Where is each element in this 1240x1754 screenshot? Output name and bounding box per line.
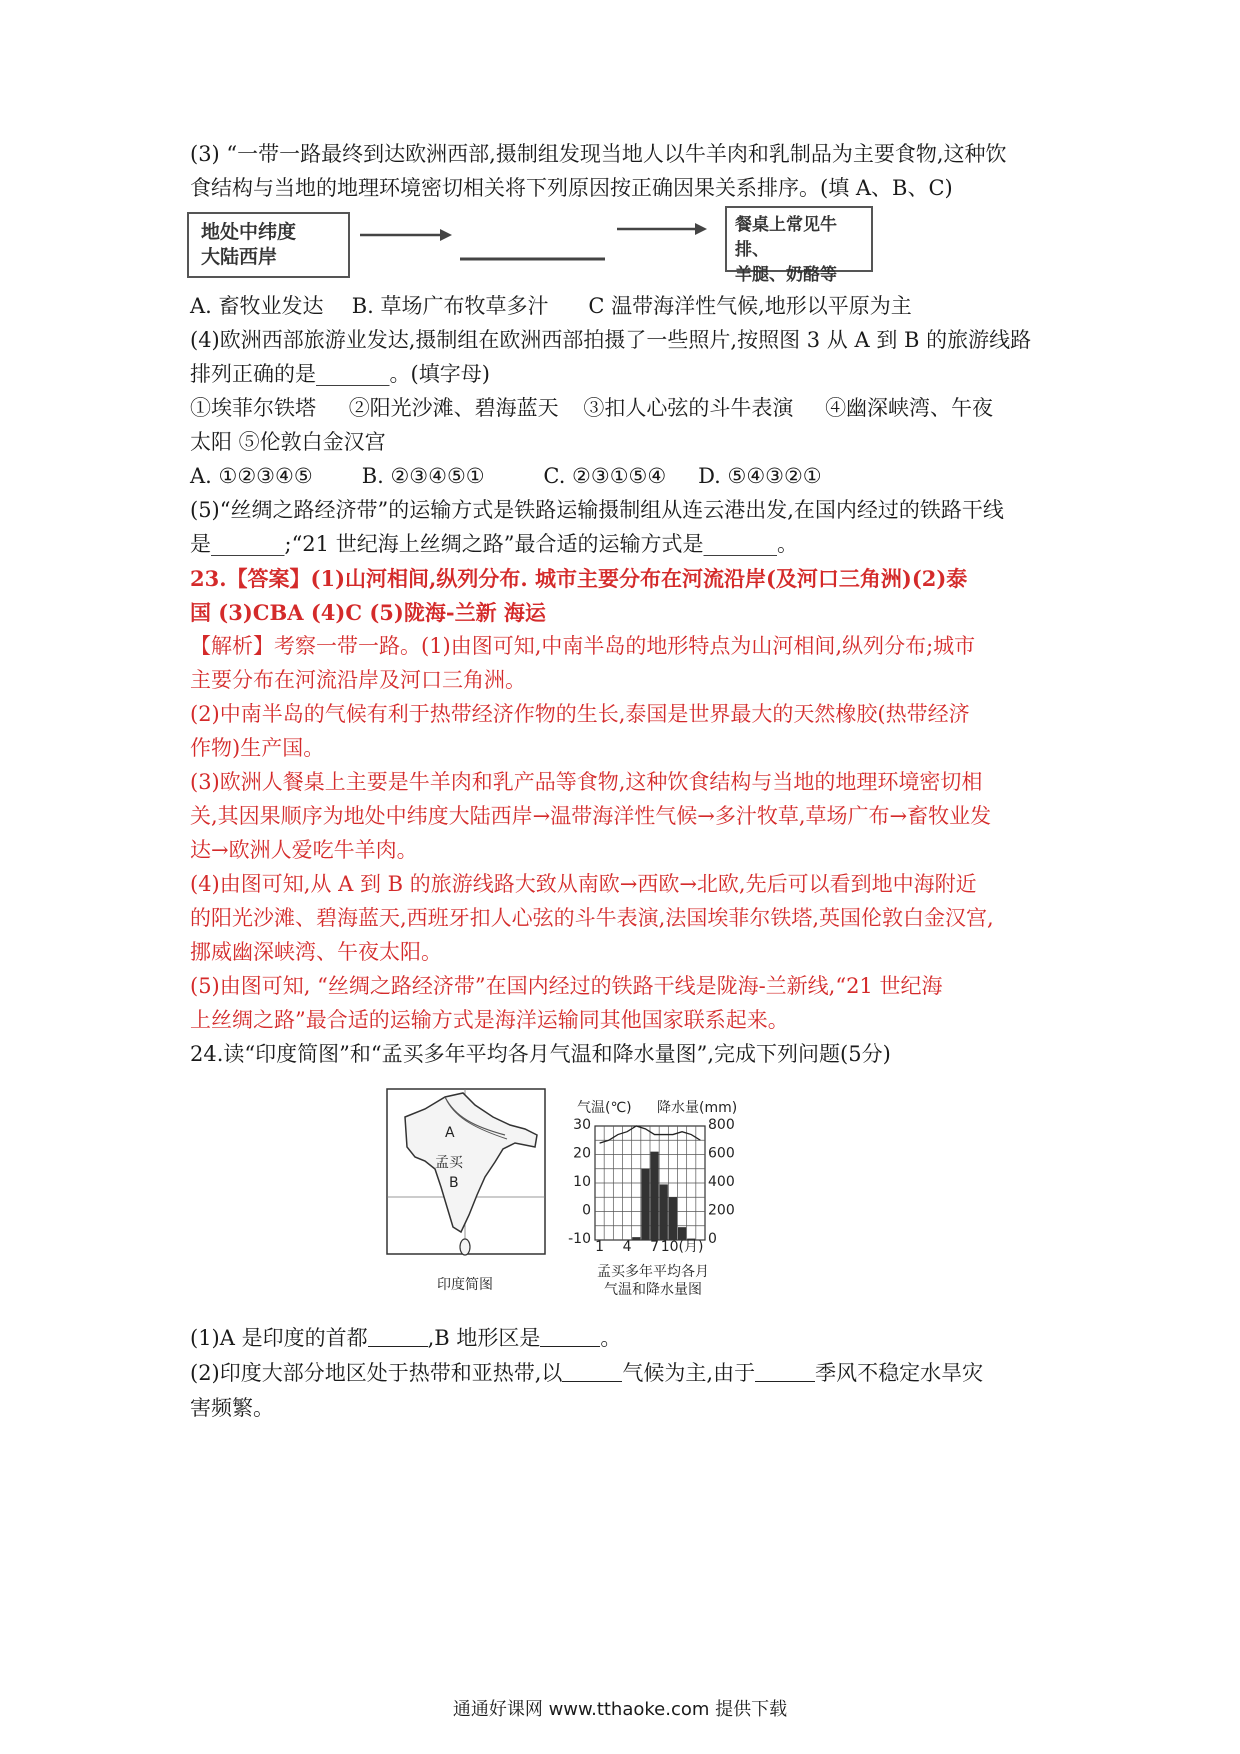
- chart-grid: [595, 1126, 705, 1240]
- q24-sub2-cont: 害频繁。: [190, 1396, 274, 1420]
- answer-blank-landform[interactable]: [540, 1324, 600, 1347]
- analysis-line5: (3)欧洲人餐桌上主要是牛羊肉和乳产品等食物,这种饮食结构与当地的地理环境密切相: [190, 770, 983, 794]
- analysis-line6: 关,其因果顺序为地处中纬度大陆西岸→温带海洋性气候→多汁牧草,草场广布→畜牧业发: [190, 804, 992, 828]
- choice-c: C. ②③①⑤④: [543, 464, 667, 488]
- flow-arrowhead-1: [440, 229, 452, 241]
- mumbai-climate-chart: [565, 1098, 740, 1308]
- flow-end-text-2: 羊腿、奶酪等: [735, 265, 837, 285]
- chart-left-tick: 10: [573, 1174, 591, 1190]
- chart-x-tick: 7: [650, 1239, 660, 1255]
- q24-sub2-text-a: (2)印度大部分地区处于热带和亚热带,以: [190, 1361, 563, 1385]
- q22-part5-line1: (5)“丝绸之路经济带”的运输方式是铁路运输摄制组从连云港出发,在国内经过的铁路干线: [190, 498, 1004, 522]
- q22-part4-line1: (4)欧洲西部旅游业发达,摄制组在欧洲西部拍摄了一些照片,按照图 3 从 A 到 B 的旅游线路: [190, 328, 1032, 352]
- chart-right-tick: 200: [708, 1202, 735, 1219]
- analysis-line2: 主要分布在河流沿岸及河口三角洲。: [190, 668, 526, 692]
- chart-left-axis-label: 气温(℃): [577, 1100, 632, 1116]
- map-label-b: B: [449, 1175, 459, 1191]
- q22-part4-line2: 排列正确的是_______。(填字母): [190, 362, 490, 386]
- flow-start-text-2: 大陆西岸: [201, 246, 278, 268]
- choice-a: A. ①②③④⑤: [190, 464, 313, 488]
- india-map-figure: [385, 1087, 550, 1299]
- q22-part3-options: [190, 288, 1060, 325]
- answer-blank-monsoon[interactable]: [755, 1359, 815, 1382]
- flow-start-box: [187, 212, 350, 278]
- choice-d: D. ⑤④③②①: [698, 464, 822, 488]
- answer-blank-climate[interactable]: [562, 1359, 622, 1382]
- option-c: C 温带海洋性气候,地形以平原为主: [588, 294, 912, 318]
- precip-bar: [641, 1169, 649, 1240]
- answer-blank-capital[interactable]: [368, 1324, 428, 1347]
- sri-lanka-outline: [460, 1239, 470, 1255]
- map-caption: 印度简图: [437, 1277, 493, 1293]
- chart-x-tick: 1: [595, 1239, 605, 1255]
- option-b: B. 草场广布牧草多汁: [351, 294, 549, 318]
- item-3: ③扣人心弦的斗牛表演: [583, 396, 794, 420]
- analysis-line11: (5)由图可知, “丝绸之路经济带”在国内经过的铁路干线是陇海-兰新线,“21 世纪海: [190, 974, 943, 998]
- flow-end-text-1: 餐桌上常见牛排、: [735, 215, 837, 260]
- map-label-a: A: [445, 1125, 455, 1141]
- q24-sub2: [190, 1355, 1060, 1392]
- analysis-line12: 上丝绸之路”最合适的运输方式是海洋运输同其他国家联系起来。: [190, 1008, 789, 1032]
- chart-left-tick: 30: [573, 1117, 591, 1133]
- answer23-line2: 国 (3)CBA (4)C (5)陇海-兰新 海运: [190, 600, 546, 625]
- chart-right-tick: 800: [708, 1117, 735, 1133]
- chart-caption-1: 孟买多年平均各月: [597, 1264, 709, 1280]
- analysis-line10: 挪威幽深峡湾、午夜太阳。: [190, 940, 442, 964]
- q22-part4-items-cont: 太阳 ⑤伦敦白金汉宫: [190, 430, 386, 454]
- flow-start-text-1: 地处中纬度: [201, 221, 297, 243]
- precip-bar: [651, 1152, 659, 1240]
- chart-caption-2: 气温和降水量图: [604, 1282, 702, 1298]
- q24-sub1: [190, 1320, 1060, 1357]
- q24-sub1-text-c: 。: [600, 1326, 622, 1350]
- q22-part3-line2: 食结构与当地的地理环境密切相关将下列原因按正确因果关系排序。(填 A、B、C): [190, 176, 953, 200]
- analysis-line4: 作物)生产国。: [190, 736, 325, 760]
- chart-right-tick: 600: [708, 1145, 735, 1162]
- analysis-line8: (4)由图可知,从 A 到 B 的旅游线路大致从南欧→西欧→北欧,先后可以看到地中海附近: [190, 872, 977, 896]
- item-2: ②阳光沙滩、碧海蓝天: [348, 396, 559, 420]
- analysis-line1: 【解析】考察一带一路。(1)由图可知,中南半岛的地形特点为山河相间,纵列分布;城市: [190, 634, 976, 658]
- chart-right-tick: 0: [708, 1231, 717, 1247]
- chart-right-axis-label: 降水量(mm): [657, 1100, 738, 1116]
- item-1: ①埃菲尔铁塔: [190, 396, 316, 420]
- chart-x-tick: 4: [622, 1239, 632, 1255]
- q22-part5-line2: 是_______;“21 世纪海上丝绸之路”最合适的运输方式是_______。: [190, 532, 798, 556]
- q22-part4-choices: [190, 458, 1060, 495]
- precip-bar: [660, 1184, 668, 1240]
- flow-arrowhead-2: [695, 223, 707, 235]
- option-a: A. 畜牧业发达: [190, 294, 324, 318]
- choice-b: B. ②③④⑤①: [361, 464, 485, 488]
- q24-sub1-text-a: (1)A 是印度的首都: [190, 1326, 368, 1350]
- flow-arrows: [355, 215, 725, 275]
- q22-part4-items: [190, 390, 1060, 427]
- chart-left-tick: -10: [568, 1231, 591, 1247]
- q24-sub1-text-b: ,B 地形区是: [427, 1326, 541, 1350]
- analysis-line7: 达→欧洲人爱吃牛羊肉。: [190, 838, 418, 862]
- q24-sub2-text-c: 季风不稳定水旱灾: [815, 1361, 984, 1385]
- answer23-line1: 23.【答案】(1)山河相间,纵列分布. 城市主要分布在河流沿岸(及河口三角洲)(2)泰: [190, 566, 968, 591]
- precip-bar: [632, 1237, 640, 1240]
- q24-title: 24.读“印度简图”和“孟买多年平均各月气温和降水量图”,完成下列问题(5分): [190, 1042, 891, 1066]
- q22-part3-line1: (3) “一带一路最终到达欧洲西部,摄制组发现当地人以牛羊肉和乳制品为主要食物,这种饮: [190, 142, 1007, 166]
- chart-x-tick: 10(月): [660, 1239, 704, 1255]
- chart-left-tick: 20: [573, 1145, 591, 1162]
- precip-bar: [669, 1197, 677, 1240]
- analysis-line9: 的阳光沙滩、碧海蓝天,西班牙扣人心弦的斗牛表演,法国埃菲尔铁塔,英国伦敦白金汉宫,: [190, 906, 994, 930]
- q24-sub2-text-b: 气候为主,由于: [622, 1361, 756, 1385]
- map-label-mumbai: 孟买: [435, 1155, 463, 1171]
- flow-end-box: [725, 206, 873, 285]
- chart-right-tick: 400: [708, 1174, 735, 1190]
- item-4: ④幽深峡湾、午夜: [825, 396, 994, 420]
- page-footer: 通通好课网 www.tthaoke.com 提供下载: [452, 1699, 788, 1720]
- chart-left-tick: 0: [582, 1202, 591, 1219]
- analysis-line3: (2)中南半岛的气候有利于热带经济作物的生长,泰国是世界最大的天然橡胶(热带经济: [190, 702, 970, 726]
